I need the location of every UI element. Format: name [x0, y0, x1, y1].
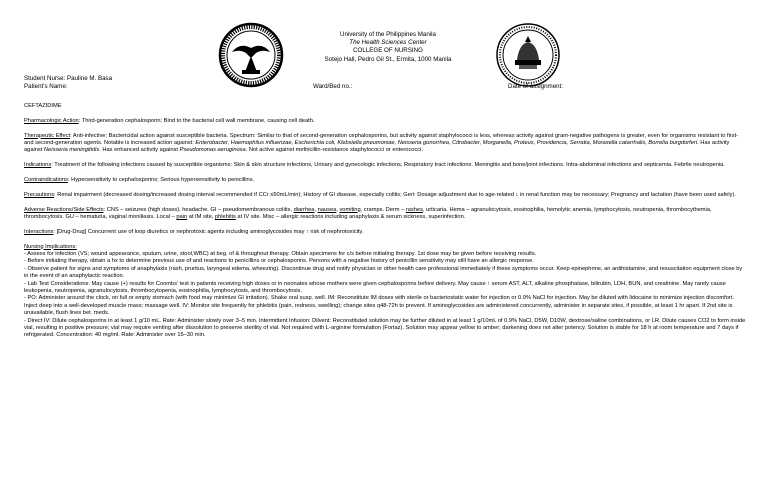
nursing-item: - Assess for infection (VS; wound appearance, sputum, urine, stool,WBC) at beg. of & throughout therapy. Obtain specimens for c/s before initiating therapy. 1st dose may be given before receiving results.: [24, 251, 537, 257]
indications-section: [24, 162, 746, 169]
nursing-item: - Lab Test Considerations: May cause (+) results for Coombs' test in patients receiving high doses or in neonates whose mothers were given cephalosporins before delivery. May cause ↑ serum AST, ALT, alkaline phosphatase, bilirubin, LDH, BUN, and creatinine. May rarely cause leukopenia, neutropenia, agranulocytosis, thrombocytopenia, eosinophilia, lymphocytosis, and thrombocytosis.: [24, 280, 726, 295]
adverse-nausea: nausea: [317, 206, 337, 213]
therapeutic-effect-heading: Therapeutic Effect: [24, 132, 71, 139]
nursing-implications-section: [24, 244, 746, 340]
university-name: University of the Philippines Manila: [340, 31, 436, 38]
therapeutic-effect-text-3: . Has enhanced activity against: [99, 147, 180, 154]
contraindications-heading: Contraindications: [24, 177, 68, 183]
adverse-text-d: at IM site,: [187, 214, 215, 220]
nursing-implications-heading: Nursing Implications:: [24, 243, 77, 250]
student-nurse: Student Nurse: Pauline M. Basa: [24, 75, 113, 82]
organism-list: Enterobacter, Haemophilus influenzae, Escherichia coli, Klebsiella pneumoniae, Neisseria gonorrhea, Citrobacter, Morganella, Proteus, Providencia, Serratia, Moraxella catarrhalis, Borrelia burgdorferi: [195, 140, 698, 146]
therapeutic-effect-text: : Anti-infective; Bactericidal action against susceptible bacteria. Spectrum: Similar to that of second-generation cephalosporins, but activity against staphylococci is less, whereas activity against gram-negative pathogens is greater, even for organisms resistant to first- and second-generation agents. Notable is increased action against:: [24, 132, 739, 146]
adverse-text-c: , urticaria. Hema – agranulocytosis, eosinophilia, hemolytic anemia, lymphocytosis, neutropenia, thrombocythemia, thrombocytosis. GU – hematuria, vaginal moniliasis. Local –: [24, 206, 712, 220]
nursing-item: - Observe patient for signs and symptoms of anaphylaxis (rash, pruritus, laryngeal edema, wheezing). Discontinue drug and notify physician or other health care professional immediately if these symptoms occur. Keep epinephrine, an antihistamine, and resuscitation equipment close by in the event of an anaphylactic reaction.: [24, 265, 743, 280]
adverse-reactions-section: Adverse Reactions/Side Effects: CNS – seizures (high doses), headache. GI – pseudomembranous colitis, diarrhea, nausea, vomiting, cramps. Derm – rashes, urticaria. Hema – agranulocytosis, eosinophilia, hemolytic anemia, lymphocytosis, neutropenia, thrombocythemia, thrombocytosis. GU – hematuria, vaginal moniliasis. Local – pain at IM site, phlebitis at IV site. Misc – allergic reactions including anaphylaxis & serum sickness, superinfection.: [24, 206, 712, 220]
letterhead: [300, 31, 476, 64]
adverse-vomiting: vomiting: [339, 206, 361, 213]
precautions-heading: Precautions: [24, 191, 55, 198]
patient-name-label: Patient's Name:: [24, 83, 68, 90]
organism-neisseria: Neisseria meningitidis: [43, 147, 100, 154]
adverse-pain: pain: [176, 214, 188, 220]
college-of-nursing-seal-logo: [495, 22, 561, 88]
therapeutic-effect-text-2: . Has activity against: [24, 140, 730, 154]
pharmacologic-action-heading: Pharmacologic Action: [24, 117, 79, 124]
interactions-heading: Interactions: [24, 228, 54, 235]
adverse-text-e: at IV site. Misc – allergic reactions including anaphylaxis & serum sickness, superinfection.: [235, 214, 466, 220]
indications-text: : Treatment of the following infections caused by susceptible organisms: Skin & skin structure infections, Urinary and gynecologic infections, Respiratory tract infections. Meningitis and bone/joint infections. Intra-abdominal infections and septicemia. Febrile neutropenia.: [51, 162, 725, 169]
adverse-phlebitis: phlebitis: [214, 214, 236, 220]
drug-study-body: [24, 103, 746, 340]
nursing-item: - Direct IV: Dilute cephalosporins in at least 1 g/10 mL. Rate: Administer slowly over 3–5 min. Intermittent Infusion: Dilvent: Reconstituted solution may be further diluted in at least 1 g/10mL of 0.9% NaCl, D5W, D10W, dextrose/saline combinations, or LR. Dilute causes CO2 to form inside vial, resulting in positive pressure; vial may require venting after dissolution to preserve sterility of vial. Not required with L-arginine formulation (Fortaz). Solution may appear yellow to amber; darkening does not alter potency. Solution is stable for 18 h at room temperature and 7 days if refrigerated. Concentration: 40 mg/ml. Rate: Administer over 15–30 min.: [24, 317, 746, 339]
pharmacologic-action-section: [24, 118, 746, 125]
organism-pseudomonas: Pseudomonas aeruginosa: [179, 147, 246, 154]
adverse-rashes: rashes: [405, 206, 423, 213]
adverse-diarrhea: diarrhea: [293, 206, 315, 213]
adverse-text-a: : CNS – seizures (high doses), headache. GI – pseudomembranous colitis,: [103, 206, 294, 213]
center-name: The Health Sciences Center: [349, 39, 427, 47]
address: Sotejo Hall, Pedro Gil St., Ermita, 1000 Manila: [324, 55, 452, 63]
date-label: Date of assignment:: [508, 83, 564, 90]
university-seal-logo: [218, 22, 284, 88]
ward-bed-label: Ward/Bed no.:: [313, 83, 353, 90]
pharmacologic-action-text: : Third-generation cephalosporin; Bind to the bacterial cell wall membrane, causing cell death.: [78, 117, 315, 124]
therapeutic-effect-text-4: . Not active against methicillin-resistance staphylococci or enterococci.: [245, 147, 423, 154]
precautions-section: [24, 192, 746, 199]
contraindications-text: : Hypersensitivity to cephalosporins; Serious hypersensitivity to penicillins.: [67, 177, 255, 183]
interactions-text: : [Drug-Drug] Concurrent use of loop diuretics or nephrotoxic agents including aminoglycosides may ↑ risk of nephrotoxicity.: [53, 228, 364, 235]
nursing-item: - Before initiating therapy, obtain a hx to determine previous use of and reactions to penicillins or cephalosporins. Persons with a negative history of penicillin sensitivity may still have an allergic response.: [24, 258, 534, 265]
college-name: COLLEGE OF NURSING: [353, 47, 423, 55]
drug-name: CEFTAZIDIME: [24, 103, 62, 109]
nursing-item: - PO: Administer around the clock, on full or empty stomach (with food may minimize GI irritation). Shake oral susp. well. IM: Reconstitute IM doses with sterile or bacteriostatic water for injection or 0.9% NaCl for injection. May be diluted with lidocaine to minimize injection discomfort. Inject deep into a well-developed muscle mass; massage well. IV: Monitor site frequently for phlebitis (pain, redness, swelling); change sites q48-72h to prevent. If aminoglycosides are administered concurrently, administer in separate sites, if possible, at least 1 hr apart. If 2nd site is unavailable, flush lines bet. meds.: [24, 295, 734, 317]
interactions-section: [24, 229, 746, 236]
therapeutic-effect-section: [24, 133, 746, 155]
contraindications-section: [24, 177, 746, 184]
adverse-text-b: , cramps. Derm –: [360, 206, 406, 213]
precautions-text: : Renal impairment (decreased dosing/increased dosing interval recommended if CCr ≤50mL/min); History of GI disease, especially colitis; Geri: Dosage adjustment due to age-related ↓ in renal function may be necessary; Pregnancy and lactation (have been used safely).: [54, 191, 736, 198]
adverse-reactions-heading: Adverse Reactions/Side Effects: [24, 206, 104, 213]
indications-heading: Indications: [24, 162, 52, 169]
